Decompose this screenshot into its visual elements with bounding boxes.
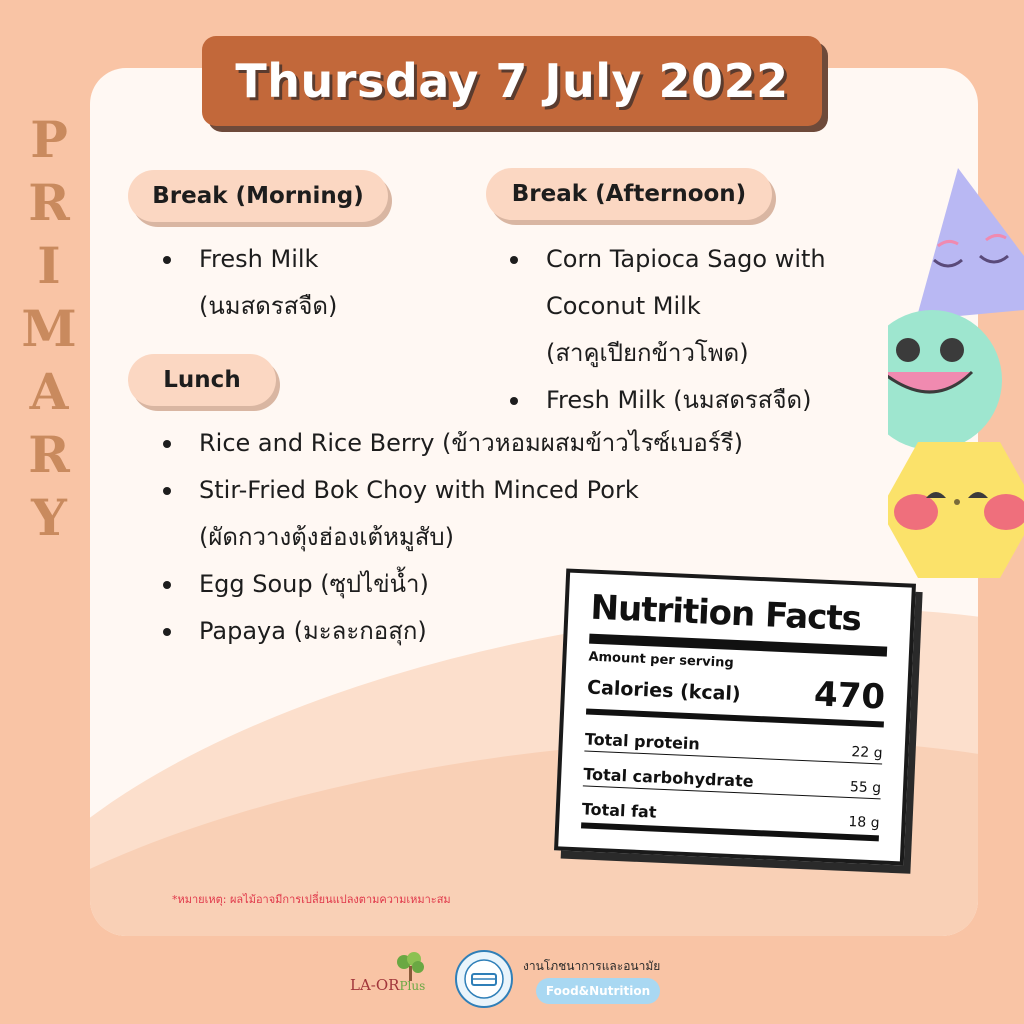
list-item: Fresh Milk — [163, 236, 337, 283]
title-banner — [202, 36, 822, 126]
side-letter: R — [28, 173, 70, 232]
list-item-continued — [163, 283, 337, 330]
school-seal-icon — [455, 950, 513, 1008]
list-item-text: (สาคูเปียกข้าวโพด) — [546, 339, 749, 367]
section-pill-lunch — [128, 354, 276, 406]
break-afternoon-list — [510, 236, 826, 424]
section-label: Lunch — [163, 367, 241, 393]
side-word-primary — [18, 108, 80, 549]
nutrient-label: Total carbohydrate — [582, 764, 754, 791]
nutrient-label: Total protein — [584, 729, 701, 754]
nutrient-value: 18 g — [848, 814, 880, 832]
list-item: Papaya (มะละกอสุก) — [163, 608, 743, 655]
section-pill-break-morning — [128, 170, 388, 222]
triangle-character-icon — [916, 168, 1024, 320]
nutrition-facts-label — [554, 569, 916, 866]
side-letter: I — [37, 236, 61, 295]
footnote: *หมายเหตุ: ผลไม้อาจมีการเปลี่ยนแปลงตามความเหมาะสม — [172, 893, 451, 906]
list-item: Fresh Milk (นมสดรสจืด) — [510, 377, 826, 424]
list-item: Corn Tapioca Sago with — [510, 236, 826, 283]
department-name: งานโภชนาการและอนามัย — [523, 959, 661, 973]
nutrient-value: 22 g — [851, 744, 883, 762]
calories-value: 470 — [813, 674, 886, 718]
list-item: Rice and Rice Berry (ข้าวหอมผสมข้าวไรซ์เบอร์รี) — [163, 420, 743, 467]
list-item: Egg Soup (ซุปไข่น้ำ) — [163, 561, 743, 608]
side-letter: M — [21, 299, 77, 358]
nutrition-title: Nutrition Facts — [589, 587, 862, 640]
list-item: Stir-Fried Bok Choy with Minced Pork — [163, 467, 743, 514]
logo-text: LA-OR — [350, 976, 400, 994]
list-item-continued — [510, 330, 826, 377]
tag-label: Food&Nutrition — [545, 984, 651, 998]
list-item-text: (ผัดกวางตุ้งฮ่องเต้หมูสับ) — [199, 523, 454, 551]
list-item-text: Coconut Milk — [546, 292, 701, 320]
nutrient-value: 55 g — [849, 779, 882, 797]
la-or-plus-logo — [350, 976, 425, 994]
page-title: Thursday 7 July 2022 — [235, 54, 789, 108]
nutrient-row — [584, 720, 883, 761]
list-item-text: (นมสดรสจืด) — [199, 292, 338, 320]
side-letter: P — [30, 110, 68, 169]
side-letter: Y — [31, 488, 67, 547]
food-nutrition-tag — [536, 978, 660, 1004]
side-letter: R — [28, 425, 70, 484]
section-label: Break (Morning) — [152, 183, 364, 209]
list-item-continued — [163, 514, 743, 561]
side-letter: A — [29, 362, 69, 421]
list-item-continued — [510, 283, 826, 330]
section-pill-break-afternoon — [486, 168, 772, 220]
section-label: Break (Afternoon) — [511, 181, 747, 207]
nutrient-label: Total fat — [581, 799, 657, 822]
calories-label: Calories (kcal) — [586, 676, 742, 706]
cute-shapes-decoration — [888, 160, 1024, 590]
amount-per-serving: Amount per serving — [588, 649, 734, 671]
logo-plus: Plus — [399, 979, 426, 993]
break-morning-list — [163, 236, 337, 330]
